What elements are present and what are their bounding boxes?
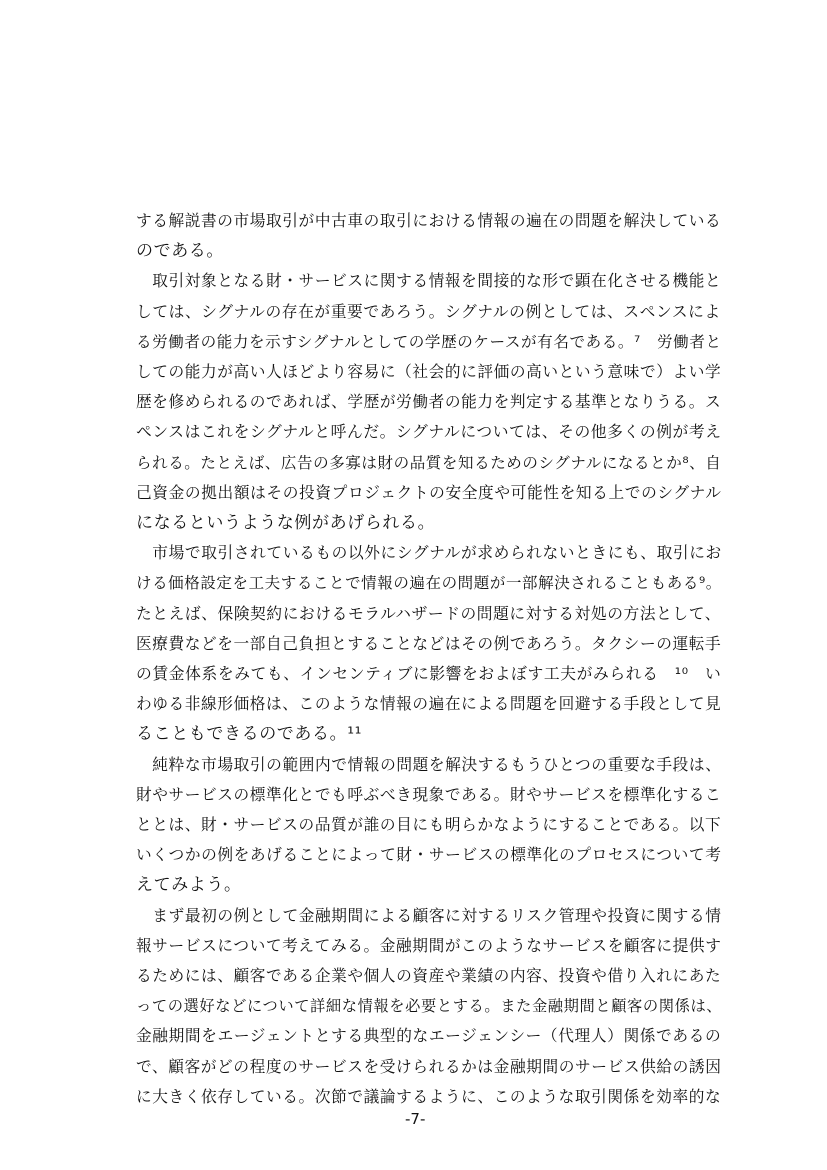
text-line: わゆる非線形価格は、このような情報の遍在による問題を回避する手段として見 bbox=[136, 694, 722, 713]
text-line: えてみよう。 bbox=[136, 875, 242, 895]
text-line: の賃金体系をみても、インセンティブに影響をおよぼす工夫がみられる ¹⁰ い bbox=[136, 664, 722, 683]
text-line: になるというような例があげられる。 bbox=[136, 513, 436, 533]
text-line: たとえば、保険契約におけるモラルハザードの問題に対する対処の方法として、 bbox=[136, 604, 722, 623]
text-line: ることもできるのである。¹¹ bbox=[136, 724, 363, 744]
text-line: 医療費などを一部自己負担とすることなどはその例であろう。タクシーの運転手 bbox=[136, 634, 722, 653]
text-line: で、顧客がどの程度のサービスを受けられるかは金融期間のサービス供給の誘因 bbox=[136, 1057, 722, 1076]
text-line: 財やサービスの標準化とでも呼ぶべき現象である。財やサービスを標準化するこ bbox=[136, 785, 722, 804]
text-line: っての選好などについて詳細な情報を必要とする。また金融期間と顧客の関係は、 bbox=[136, 997, 723, 1015]
text-line: 報サービスについて考えてみる。金融期間がこのようなサービスを顧客に提供す bbox=[136, 936, 722, 955]
text-line: しては、シグナルの存在が重要であろう。シグナルの例としては、スペンスによ bbox=[136, 302, 721, 321]
text-line: いくつかの例をあげることによって財・サービスの標準化のプロセスについて考 bbox=[136, 845, 722, 864]
text-line: られる。たとえば、広告の多寡は財の品質を知るためのシグナルになるとか⁸、自 bbox=[136, 454, 722, 472]
text-line: のである。 bbox=[136, 241, 224, 261]
text-line: 市場で取引されているもの以外にシグナルが求められないときにも、取引にお bbox=[136, 543, 722, 562]
text-line: る労働者の能力を示すシグナルとしての学歴のケースが有名である。⁷ 労働者と bbox=[136, 333, 722, 351]
text-line: 純粋な市場取引の範囲内で情報の問題を解決するもうひとつの重要な手段は、 bbox=[136, 755, 722, 774]
text-line: 取引対象となる財・サービスに関する情報を間接的な形で顕在化させる機能と bbox=[136, 271, 722, 290]
text-line: しての能力が高い人ほどより容易に（社会的に評価の高いという意味で）よい学 bbox=[136, 362, 722, 381]
text-line: ととは、財・サービスの品質が誰の目にも明らかなようにすることである。以下 bbox=[136, 815, 722, 834]
text-line: 歴を修められるのであれば、学歴が労働者の能力を判定する基準となりうる。ス bbox=[136, 392, 722, 411]
text-line: ペンスはこれをシグナルと呼んだ。シグナルについては、その他多くの例が考え bbox=[136, 422, 722, 441]
page-number: -7- bbox=[405, 1110, 426, 1128]
text-line: るためには、顧客である企業や個人の資産や業績の内容、投資や借り入れにあた bbox=[136, 966, 722, 985]
text-line: 金融期間をエージェントとする典型的なエージェンシー（代理人）関係であるの bbox=[136, 1026, 722, 1045]
text-line: 己資金の拠出額はその投資プロジェクトの安全度や可能性を知る上でのシグナル bbox=[136, 483, 722, 502]
text-line: まず最初の例として金融期間による顧客に対するリスク管理や投資に関する情 bbox=[136, 906, 722, 925]
text-line: する解説書の市場取引が中古車の取引における情報の遍在の問題を解決している bbox=[136, 211, 722, 230]
text-line: ける価格設定を工夫することで情報の遍在の問題が一部解決されることもある⁹。 bbox=[136, 574, 722, 592]
text-line: に大きく依存している。次節で議論するように、このような取引関係を効率的な bbox=[136, 1087, 722, 1106]
